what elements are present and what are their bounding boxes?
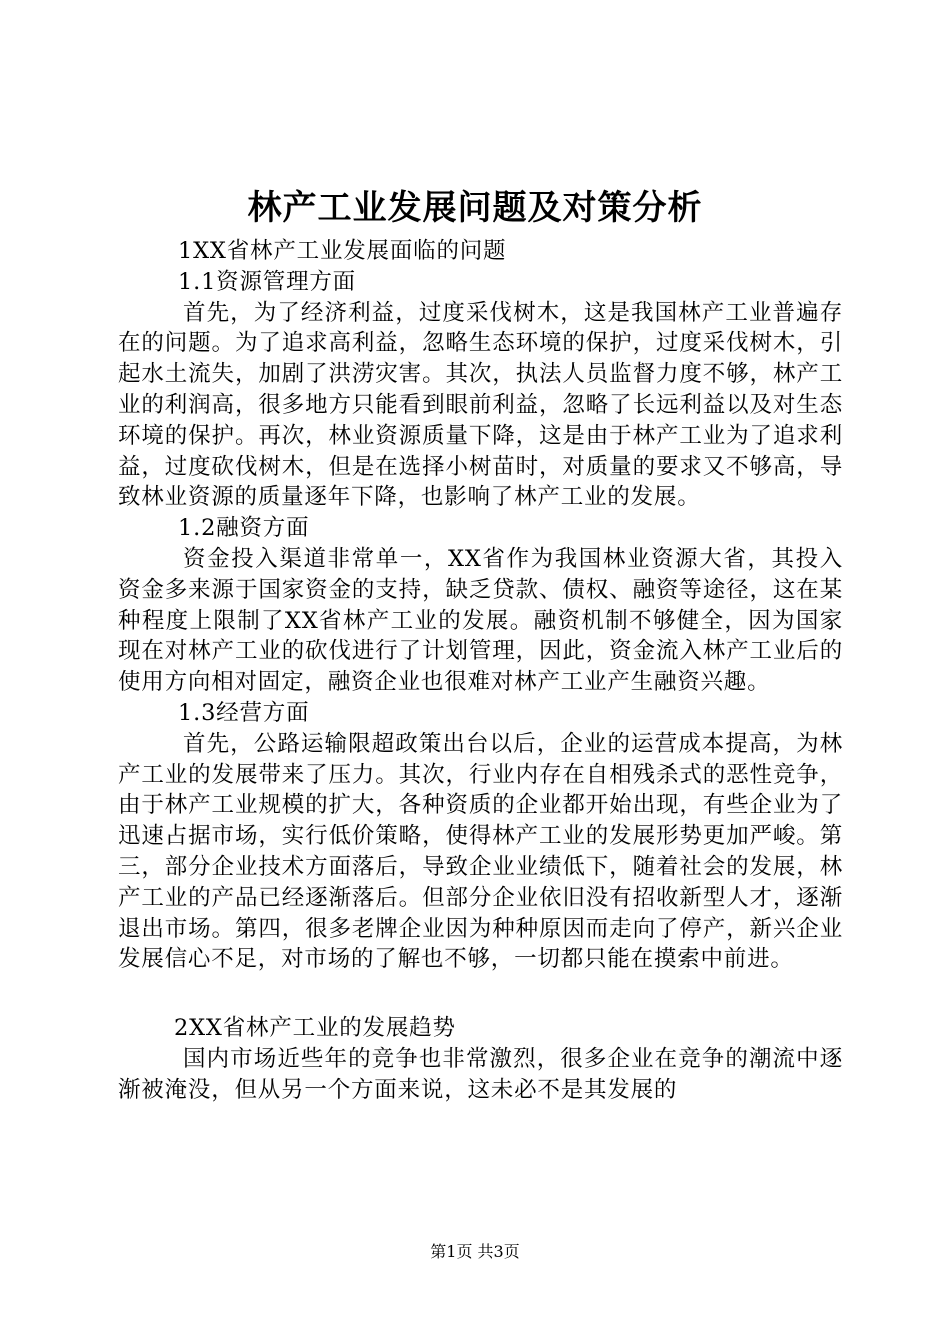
document-title: 林产工业发展问题及对策分析: [247, 188, 703, 228]
section-spacer: [118, 975, 843, 1013]
section-1-heading: 1XX省林产工业发展面临的问题: [178, 238, 507, 264]
subsection-1-2-paragraph: 资金投入渠道非常单一，XX省作为我国林业资源大省，其投入资金多来源于国家资金的支持，缺乏贷款、债权、融资等途径，这在某种程度上限制了XX省林产工业的发展。融资机制不够健全，因为国家现在对林产工业的砍伐进行了计划管理，因此，资金流入林产工业后的使用方向相对固定，融资企业也很难对林产工业产生融资兴趣。: [118, 545, 843, 696]
page-number-footer: 第1页 共3页: [430, 1242, 520, 1261]
section-2-paragraph: 国内市场近些年的竞争也非常激烈，很多企业在竞争的潮流中逐渐被淹没，但从另一个方面来说，这未必不是其发展的: [118, 1045, 843, 1103]
document-body: [118, 236, 843, 1106]
subsection-1-3-heading: 1.3经营方面: [178, 699, 310, 726]
subsection-1-1-paragraph: 首先，为了经济利益，过度采伐树木，这是我国林产工业普遍存在的问题。为了追求高利益，忽略生态环境的保护，过度采伐树木，引起水土流失，加剧了洪涝灾害。其次，执法人员监督力度不够，林产工业的利润高，很多地方只能看到眼前利益，忽略了长远利益以及对生态环境的保护。再次，林业资源质量下降，这是由于林产工业为了追求利益，过度砍伐树木，但是在选择小树苗时，对质量的要求又不够高，导致林业资源的质量逐年下降，也影响了林产工业的发展。: [118, 299, 843, 511]
subsection-1-2-heading: 1.2融资方面: [178, 515, 310, 542]
subsection-1-1-heading: 1.1资源管理方面: [178, 268, 356, 295]
subsection-1-3-paragraph: 首先，公路运输限超政策出台以后，企业的运营成本提高，为林产工业的发展带来了压力。其次，行业内存在自相残杀式的恶性竞争，由于林产工业规模的扩大，各种资质的企业都开始出现，有些企业为了迅速占据市场，实行低价策略，使得林产工业的发展形势更加严峻。第三，部分企业技术方面落后，导致企业业绩低下，随着社会的发展，林产工业的产品已经逐渐落后。但部分企业依旧没有招收新型人才，逐渐退出市场。第四，很多老牌企业因为种种原因而走向了停产，新兴企业发展信心不足，对市场的了解也不够，一切都只能在摸索中前进。: [118, 730, 843, 973]
section-2-heading: 2XX省林产工业的发展趋势: [174, 1015, 456, 1042]
